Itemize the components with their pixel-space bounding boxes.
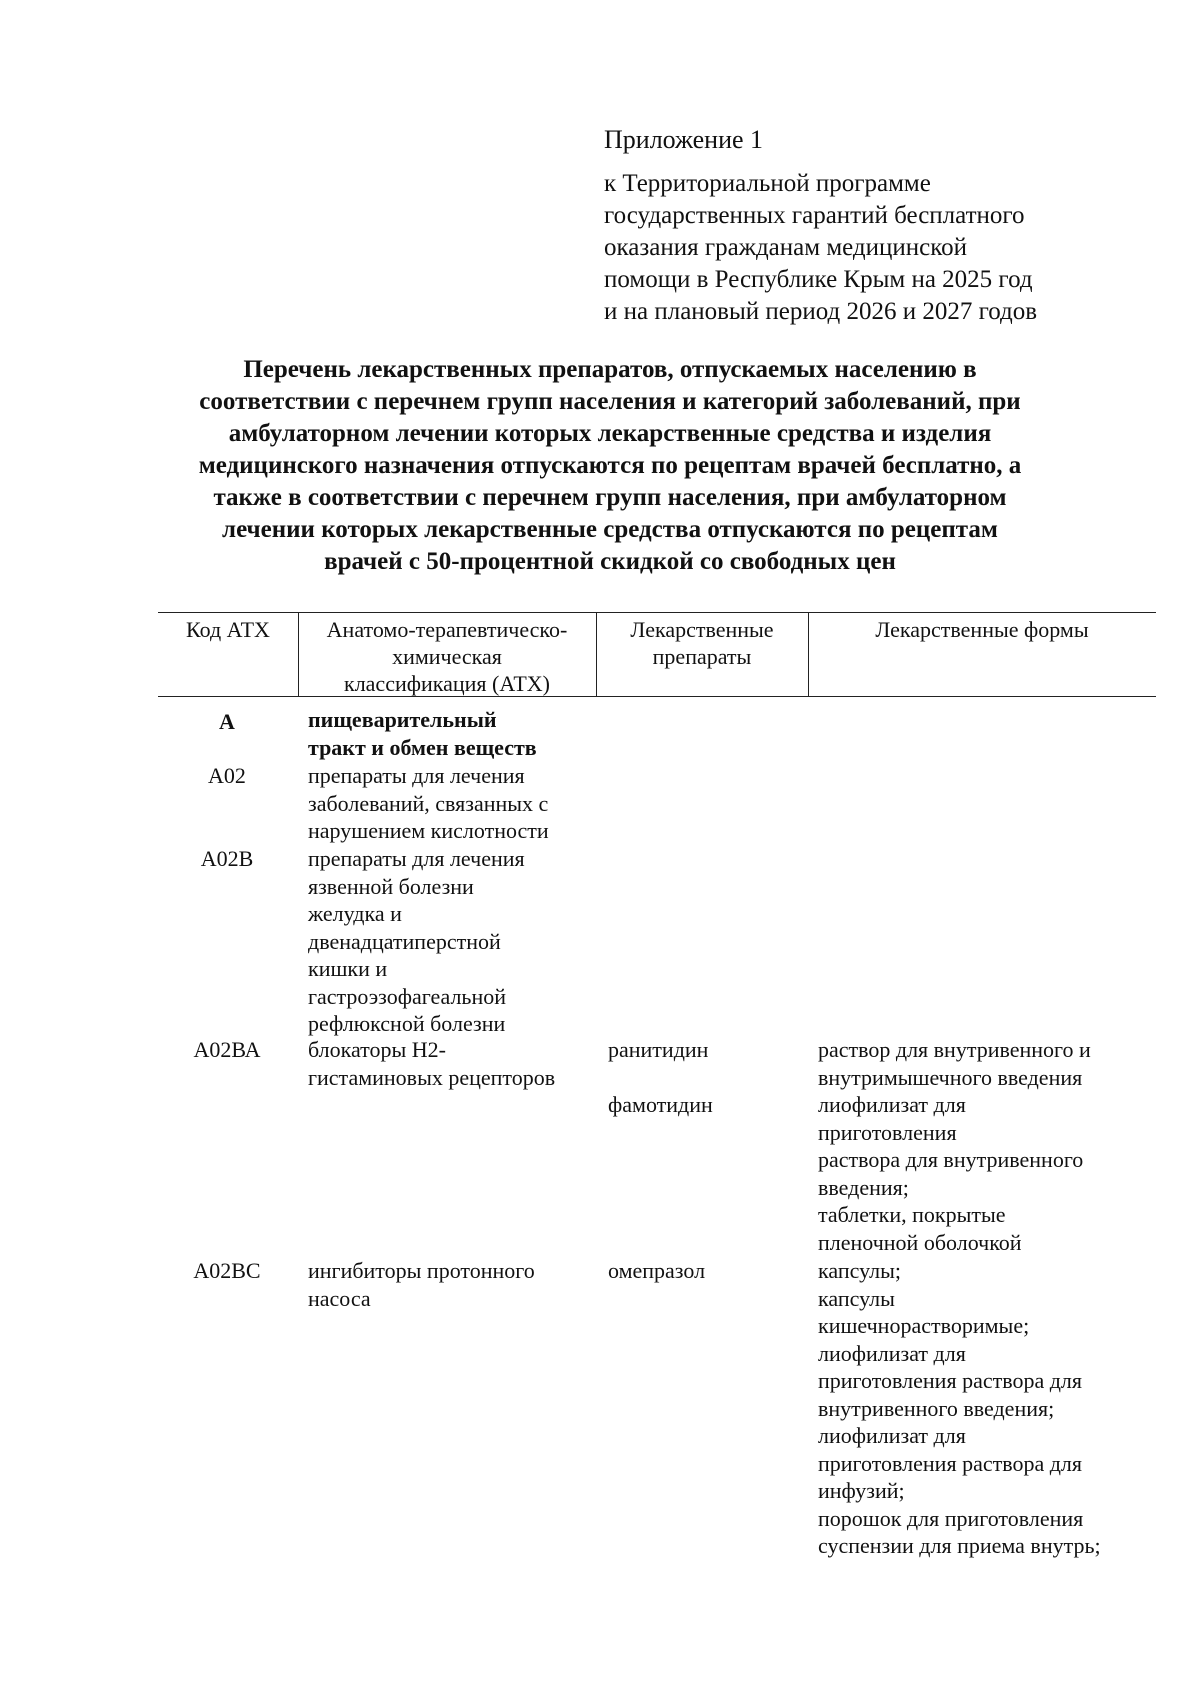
appendix-block bbox=[604, 124, 1104, 328]
row-code: А02В bbox=[200, 846, 254, 871]
row-atc: блокаторы Н2- гистаминовых рецепторов bbox=[308, 1037, 556, 1090]
title-line: также в соответствии с перечнем групп населения, при амбулаторном bbox=[213, 484, 1007, 511]
row-code: А02ВС bbox=[193, 1258, 261, 1283]
drug-name: ранитидин bbox=[608, 1037, 709, 1062]
drug-name: фамотидин bbox=[608, 1092, 713, 1117]
title-line: медицинского назначения отпускаются по рецептам врачей бесплатно, а bbox=[198, 452, 1022, 479]
appendix-line: к Территориальной программе bbox=[604, 170, 931, 197]
row-atc: препараты для лечения язвенной болезни желудка и двенадцатиперстной кишки и гастроэзофагеальной рефлюксной болезни bbox=[308, 846, 525, 1036]
appendix-title: Приложение 1 bbox=[604, 125, 764, 154]
appendix-line: оказания гражданам медицинской bbox=[604, 234, 968, 261]
title-line: амбулаторном лечении которых лекарственные средства и изделия bbox=[228, 420, 992, 447]
drug-forms: лиофилизат для приготовления раствора для внутривенного введения; таблетки, покрытые пленочной оболочкой bbox=[818, 1092, 1084, 1255]
title-line: лечении которых лекарственные средства отпускаются по рецептам bbox=[222, 516, 998, 543]
row-code: А02 bbox=[208, 763, 246, 788]
header-forms: Лекарственные формы bbox=[875, 617, 1089, 642]
row-atc: препараты для лечения заболеваний, связанных с нарушением кислотности bbox=[308, 763, 549, 843]
title-line: врачей с 50-процентной скидкой со свободных цен bbox=[324, 548, 896, 575]
document-title bbox=[140, 354, 1080, 578]
drug-forms: раствор для внутривенного и внутримышечного введения bbox=[818, 1037, 1091, 1090]
row-code: А02ВА bbox=[193, 1037, 261, 1062]
row-atc: пищеварительный тракт и обмен веществ bbox=[308, 707, 537, 760]
drug-forms: капсулы; капсулы кишечнорастворимые; лиофилизат для приготовления раствора для внутривенного введения; лиофилизат для приготовления раствора для инфузий; порошок для приготовления суспензии для приема внутрь; bbox=[818, 1258, 1101, 1558]
title-line: Перечень лекарственных препаратов, отпускаемых населению в bbox=[243, 356, 977, 383]
header-code: Код АТХ bbox=[186, 617, 270, 642]
row-code: А bbox=[219, 709, 235, 734]
title-line: соответствии с перечнем групп населения и категорий заболеваний, при bbox=[199, 388, 1021, 415]
appendix-line: помощи в Республике Крым на 2025 год bbox=[604, 266, 1033, 293]
header-atc: Анатомо-терапевтическо- химическая классификация (АТХ) bbox=[326, 617, 568, 696]
appendix-line: государственных гарантий бесплатного bbox=[604, 202, 1025, 229]
table-top-rule bbox=[158, 612, 1156, 613]
appendix-line: и на плановый период 2026 и 2027 годов bbox=[604, 298, 1038, 325]
header-drugs: Лекарственные препараты bbox=[630, 617, 774, 669]
row-atc: ингибиторы протонного насоса bbox=[308, 1258, 535, 1311]
drug-name: омепразол bbox=[608, 1258, 706, 1283]
